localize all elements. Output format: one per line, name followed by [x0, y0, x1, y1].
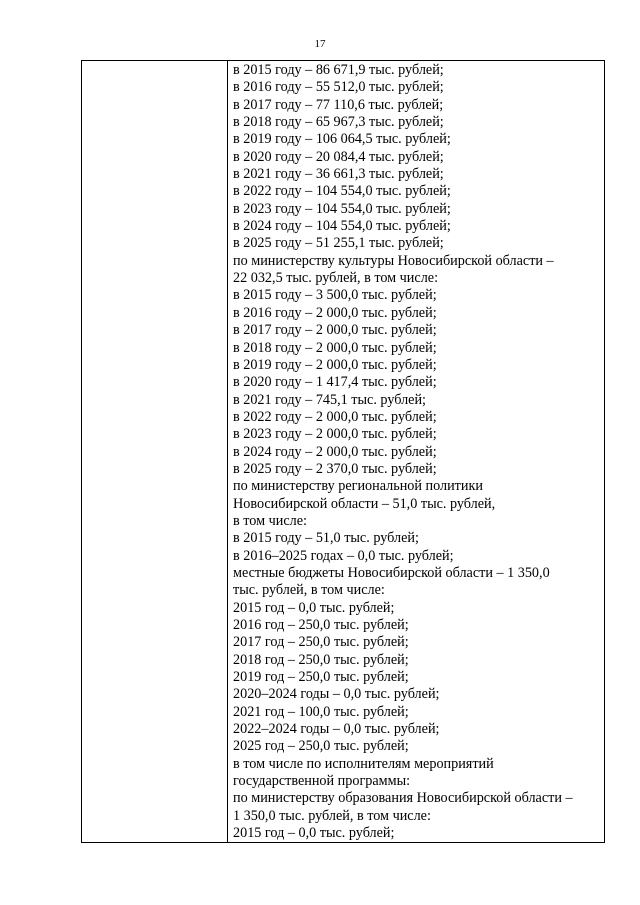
- text-line: в 2018 году – 65 967,3 тыс. рублей;: [233, 114, 444, 131]
- text-line: 2015 год – 0,0 тыс. рублей;: [233, 825, 395, 842]
- text-line: в 2016 году – 2 000,0 тыс. рублей;: [233, 304, 437, 321]
- text-line: 2016 год – 250,0 тыс. рублей;: [233, 617, 409, 633]
- text-line: в том числе по исполнителям мероприятий: [233, 755, 494, 772]
- text-line: в 2017 году – 2 000,0 тыс. рублей;: [233, 322, 437, 339]
- table-left-cell: [82, 61, 228, 842]
- text-line: 2018 год – 250,0 тыс. рублей;: [233, 651, 409, 668]
- text-line: в 2020 году – 20 084,4 тыс. рублей;: [233, 148, 444, 165]
- text-line: в 2023 году – 2 000,0 тыс. рублей;: [233, 426, 437, 443]
- text-line: в 2015 году – 86 671,9 тыс. рублей;: [233, 62, 444, 78]
- text-line: 2017 год – 250,0 тыс. рублей;: [233, 634, 409, 651]
- text-line: 1 350,0 тыс. рублей, в том числе:: [233, 807, 431, 824]
- text-line: в 2019 году – 2 000,0 тыс. рублей;: [233, 356, 437, 373]
- text-line: в 2015 году – 3 500,0 тыс. рублей;: [233, 287, 437, 304]
- text-line: в 2020 году – 1 417,4 тыс. рублей;: [233, 374, 437, 391]
- text-line: в 2016 году – 55 512,0 тыс. рублей;: [233, 79, 444, 96]
- text-line: в 2019 году – 106 064,5 тыс. рублей;: [233, 131, 451, 148]
- text-line: тыс. рублей, в том числе:: [233, 582, 385, 599]
- text-line: в том числе:: [233, 512, 307, 529]
- text-line: в 2022 году – 2 000,0 тыс. рублей;: [233, 408, 437, 425]
- text-line: в 2015 году – 51,0 тыс. рублей;: [233, 530, 419, 547]
- text-line: 2020–2024 годы – 0,0 тыс. рублей;: [233, 686, 440, 703]
- text-line: в 2017 году – 77 110,6 тыс. рублей;: [233, 96, 444, 113]
- text-line: 2022–2024 годы – 0,0 тыс. рублей;: [233, 721, 440, 738]
- text-line: в 2021 году – 745,1 тыс. рублей;: [233, 391, 426, 408]
- text-line: в 2022 году – 104 554,0 тыс. рублей;: [233, 183, 451, 200]
- text-line: Новосибирской области – 51,0 тыс. рублей,: [233, 495, 496, 512]
- text-line: местные бюджеты Новосибирской области – 1 350,0: [233, 564, 550, 581]
- text-line: в 2018 году – 2 000,0 тыс. рублей;: [233, 339, 437, 356]
- text-line: в 2021 году – 36 661,3 тыс. рублей;: [233, 166, 444, 183]
- text-line: в 2023 году – 104 554,0 тыс. рублей;: [233, 200, 451, 217]
- text-line: в 2025 году – 2 370,0 тыс. рублей;: [233, 460, 437, 477]
- text-line: 2025 год – 250,0 тыс. рублей;: [233, 738, 409, 755]
- page-number: 17: [314, 38, 326, 50]
- text-line: по министерству образования Новосибирской области –: [233, 790, 573, 807]
- table-right-cell: [228, 61, 604, 842]
- text-line: 2015 год – 0,0 тыс. рублей;: [233, 599, 395, 616]
- text-line: 2019 год – 250,0 тыс. рублей;: [233, 669, 409, 686]
- text-line: по министерству региональной политики: [233, 478, 483, 495]
- text-line: 2021 год – 100,0 тыс. рублей;: [233, 703, 409, 720]
- funding-lines: [233, 62, 600, 842]
- text-line: в 2025 году – 51 255,1 тыс. рублей;: [233, 235, 444, 252]
- funding-table: [81, 60, 605, 843]
- text-line: 22 032,5 тыс. рублей, в том числе:: [233, 270, 439, 287]
- text-line: в 2024 году – 2 000,0 тыс. рублей;: [233, 443, 437, 460]
- text-line: по министерству культуры Новосибирской области –: [233, 252, 554, 269]
- text-line: государственной программы:: [233, 773, 411, 790]
- text-line: в 2016–2025 годах – 0,0 тыс. рублей;: [233, 547, 454, 564]
- text-line: в 2024 году – 104 554,0 тыс. рублей;: [233, 218, 451, 235]
